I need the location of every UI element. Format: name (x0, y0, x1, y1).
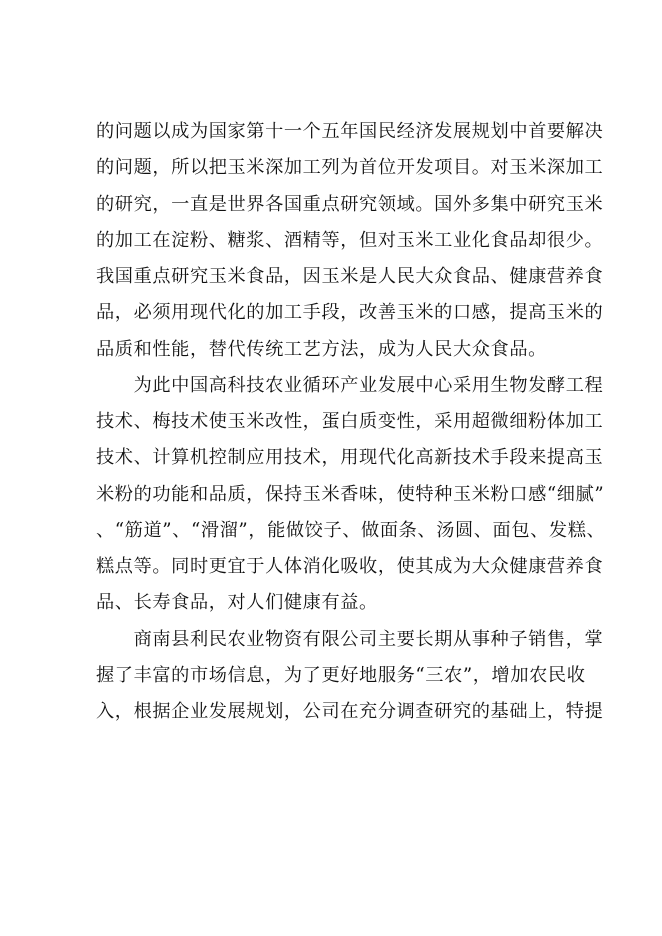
text-line: 的问题以成为国家第十一个五年国民经济发展规划中首要解决 (96, 121, 604, 142)
text-line: 品质和性能，替代传统工艺方法，成为人民大众食品。 (96, 338, 547, 360)
text-line: 品，必须用现代化的加工手段，改善玉米的口感，提高玉米的 (96, 302, 604, 324)
text-line: 技术、计算机控制应用技术，用现代化高新技术手段来提高玉 (96, 447, 604, 469)
text-line: 握了丰富的市场信息，为了更好地服务“三农”，增加农民收 (96, 664, 586, 686)
text-line: 为此中国高科技农业循环产业发展中心采用生物发酵工程 (96, 374, 604, 396)
text-line: 、“筋道”、“滑溜”，能做饺子、做面条、汤圆、面包、发糕、 (96, 519, 606, 541)
text-line: 商南县利民农业物资有限公司主要长期从事种子销售，掌 (96, 628, 604, 650)
text-line: 品、长寿食品，对人们健康有益。 (96, 592, 378, 614)
text-line: 技术、梅技术使玉米改性，蛋白质变性，采用超微细粉体加工 (96, 411, 604, 432)
text-line: 米粉的功能和品质，保持玉米香味，使特种玉米粉口感“细腻” (96, 483, 605, 505)
text-line: 的问题，所以把玉米深加工列为首位开发项目。对玉米深加工 (96, 157, 604, 179)
document-body (96, 114, 606, 730)
text-line: 入，根据企业发展规划，公司在充分调查研究的基础上，特提 (96, 701, 604, 722)
text-line: 的研究，一直是世界各国重点研究领域。国外多集中研究玉米 (96, 193, 604, 215)
text-line: 糕点等。同时更宜于人体消化吸收，使其成为大众健康营养食 (96, 556, 604, 577)
text-line: 我国重点研究玉米食品，因玉米是人民大众食品、健康营养食 (96, 266, 604, 287)
text-line: 的加工在淀粉、糖浆、酒精等，但对玉米工业化食品却很少。 (96, 229, 604, 251)
